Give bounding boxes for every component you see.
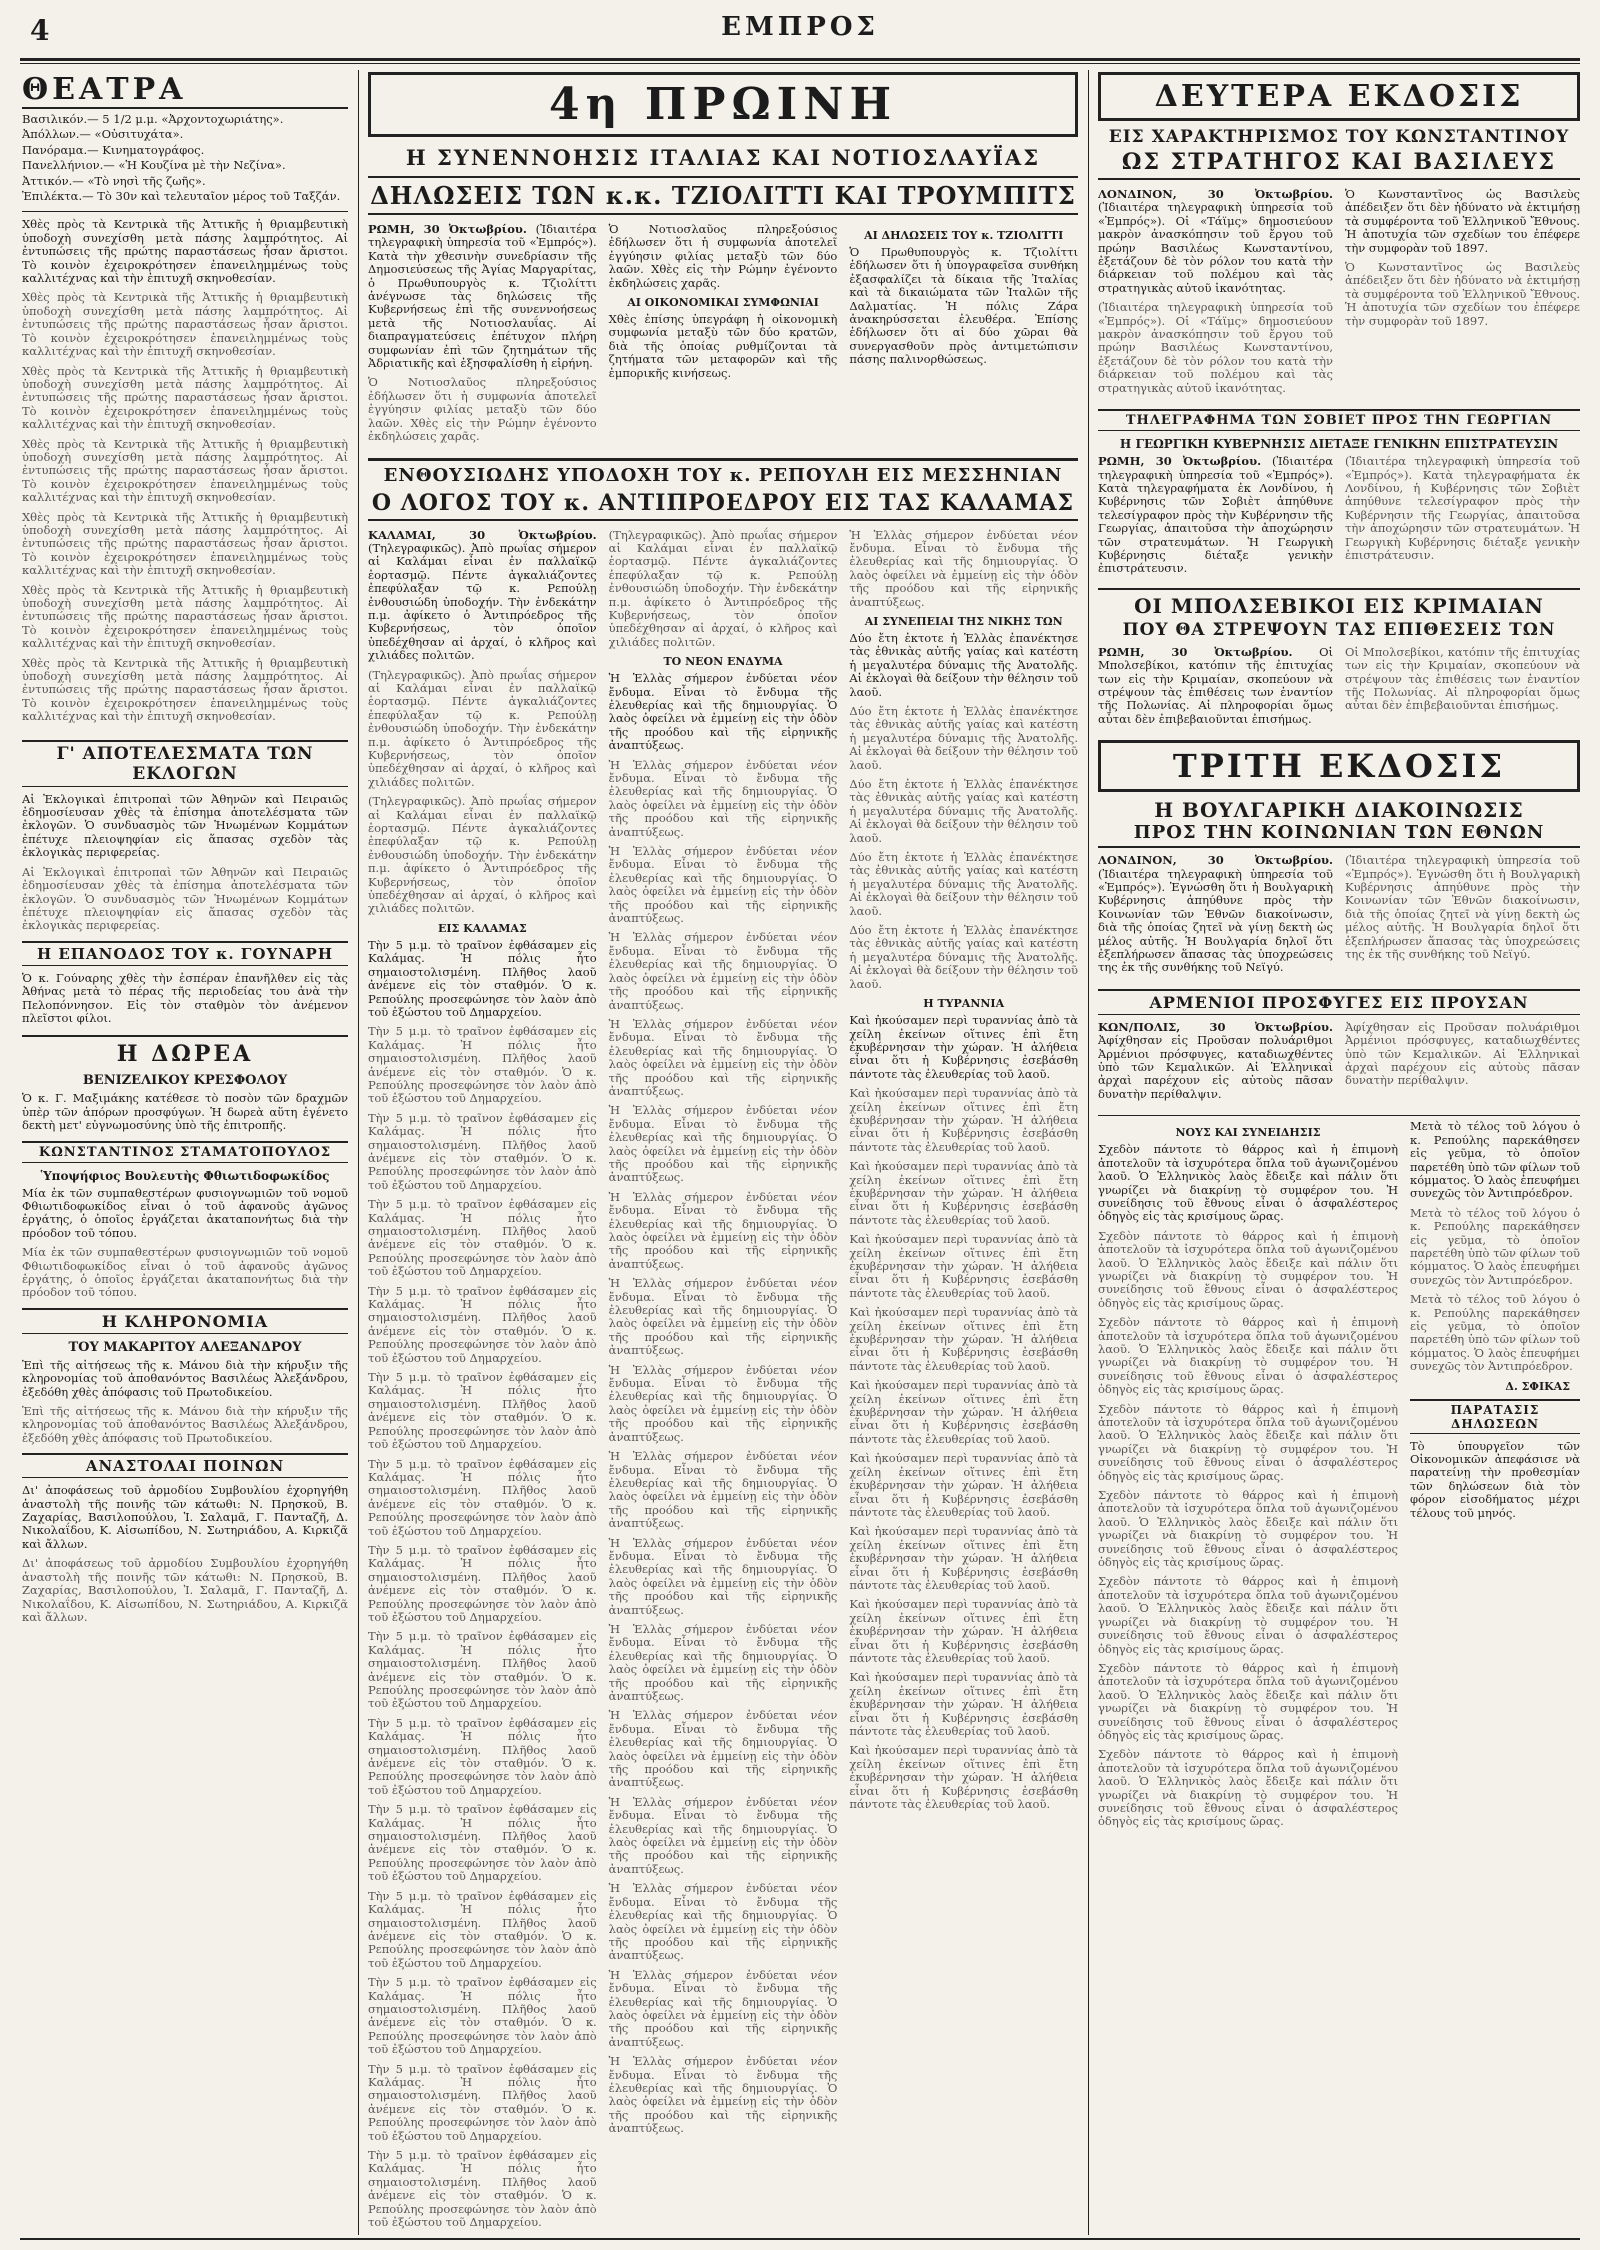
theatre-line: Πανελλήνιον.— «Ἡ Κουζίνα μὲ τὴν Νεζίνα». xyxy=(22,158,286,173)
page-number: 4 xyxy=(30,14,50,47)
soviet-title: ΤΗΛΕΓΡΑΦΗΜΑ ΤΩΝ ΣΟΒΙΕΤ ΠΡΟΣ ΤΗΝ ΓΕΩΡΓΙΑΝ xyxy=(1098,409,1580,431)
kalamai-body-cont: Τὴν 5 μ.μ. τὸ τραῖνον ἐφθάσαμεν εἰς Καλάμας. Ἡ πόλις ἦτο σημαιοστολισμένη. Πλῆθος λαοῦ ἀνέμενε εἰς τὸν σταθμόν. Ὁ κ. Ρεπούλης προσεφώνησε τὸν λαὸν ἀπὸ τοῦ ἐξώστου τοῦ Δημαρχείου. xyxy=(368,1888,597,1970)
kalamai-body-cont: Τὴν 5 μ.μ. τὸ τραῖνον ἐφθάσαμεν εἰς Καλάμας. Ἡ πόλις ἦτο σημαιοστολισμένη. Πλῆθος λαοῦ ἀνέμενε εἰς τὸν σταθμόν. Ὁ κ. Ρεπούλης προσεφώνησε τὸν λαὸν ἀπὸ τοῦ ἐξώστου τοῦ Δημαρχείου. xyxy=(368,1542,597,1624)
reception-col-3 xyxy=(849,529,1078,2233)
victory-body-cont: Δύο ἔτη ἐκτοτε ἡ Ἑλλὰς ἐπανέκτησε τὰς ἐθνικὰς αὐτῆς γαίας καὶ κατέστη ἡ μεγαλυτέρα δύναμις τῆς Ἀνατολῆς. Αἱ ἐκλογαὶ θὰ δείξουν τὴν θέλησιν τοῦ λαοῦ. xyxy=(849,923,1078,991)
kalamai-body-cont: Τὴν 5 μ.μ. τὸ τραῖνον ἐφθάσαμεν εἰς Καλάμας. Ἡ πόλις ἦτο σημαιοστολισμένη. Πλῆθος λαοῦ ἀνέμενε εἰς τὸν σταθμόν. Ὁ κ. Ρεπούλης προσεφώνησε τὸν λαὸν ἀπὸ τοῦ ἐξώστου τοῦ Δημαρχείου. xyxy=(368,1024,597,1106)
armenian-col-1 xyxy=(1098,1021,1333,1107)
section-body-candidate: Μία ἐκ τῶν συμπαθεστέρων φυσιογνωμιῶν τοῦ νομοῦ Φθιωτιδοφωκίδος εἶναι ὁ τοῦ ἀφανοῦς ἀγῶνος ἐργάτης, ὁ ὁποῖος ἐργάζεται ἀκαταπονήτως διὰ τὴν πρόοδον τοῦ τόπου. xyxy=(22,1185,348,1240)
kalamai-body-cont: Τὴν 5 μ.μ. τὸ τραῖνον ἐφθάσαμεν εἰς Καλάμας. Ἡ πόλις ἦτο σημαιοστολισμένη. Πλῆθος λαοῦ ἀνέμενε εἰς τὸν σταθμόν. Ὁ κ. Ρεπούλης προσεφώνησε τὸν λαὸν ἀπὸ τοῦ ἐξώστου τοῦ Δημαρχείου. xyxy=(368,1715,597,1797)
lead-body-2: Ὁ Νοτιοσλαῦος πληρεξούσιος ἐδήλωσεν ὅτι ἡ συμφωνία ἀποτελεῖ ἐγγύησιν φιλίας μεταξὺ τῶν δύο λαῶν. Χθὲς εἰς τὴν Ρώμην ἐγένοντο ἐκδηλώσεις χαρᾶς. xyxy=(608,222,838,290)
speech-body-cont: Ἡ Ἑλλὰς σήμερον ἐνδύεται νέον ἔνδυμα. Εἶναι τὸ ἔνδυμα τῆς ἐλευθερίας καὶ τῆς δημιουργίας. Ὁ λαὸς ὀφείλει νὰ ἐμμείνῃ εἰς τὴν ὁδὸν τῆς προόδου καὶ τῆς εἰρηνικῆς ἀναπτύξεως. xyxy=(608,1708,838,1790)
kalamai-body: Τὴν 5 μ.μ. τὸ τραῖνον ἐφθάσαμεν εἰς Καλάμας. Ἡ πόλις ἦτο σημαιοστολισμένη. Πλῆθος λαοῦ ἀνέμενε εἰς τὸν σταθμόν. Ὁ κ. Ρεπούλης προσεφώνησε τὸν λαὸν ἀπὸ τοῦ ἐξώστου τοῦ Δημαρχείου. xyxy=(368,937,597,1019)
speech-body-cont: Ἡ Ἑλλὰς σήμερον ἐνδύεται νέον ἔνδυμα. Εἶναι τὸ ἔνδυμα τῆς ἐλευθερίας καὶ τῆς δημιουργίας. Ὁ λαὸς ὀφείλει νὰ ἐμμείνῃ εἰς τὴν ὁδὸν τῆς προόδου καὶ τῆς εἰρηνικῆς ἀναπτύξεως. xyxy=(608,1449,838,1531)
reception-subheadline: Ο ΛΟΓΟΣ ΤΟΥ κ. ΑΝΤΙΠΡΟΕΔΡΟΥ ΕΙΣ ΤΑΣ ΚΑΛΑΜΑΣ xyxy=(368,490,1078,521)
london-body-cont: (Ἰδιαιτέρα τηλεγραφικὴ ὑπηρεσία τοῦ «Ἐμπρός»). Οἱ «Τάϊμς» δημοσιεύουν μακρὸν ἀνασκόπησιν τοῦ ἔργου τοῦ πρώην Βασιλέως Κωνσταντίνου, ἐξετάζουν δὲ τὸν ρόλον του κατὰ τὴν διάρκειαν τοῦ πολέμου καὶ τὰς στρατηγικὰς αὐτοῦ ἱκανότητας. xyxy=(1098,300,1333,395)
main-subheadline: ΔΗΛΩΣΕΙΣ ΤΩΝ κ.κ. ΤΖΙΟΛΙΤΤΙ ΚΑΙ ΤΡΟΥΜΠΙΤΣ xyxy=(368,176,1078,215)
theatre-title: ΘΕΑΤΡΑ xyxy=(22,72,348,109)
tyranny-body-cont: Καὶ ἠκούσαμεν περὶ τυραννίας ἀπὸ τὰ χείλη ἐκείνων οἵτινες ἐπὶ ἔτη ἐκυβέρνησαν τὴν χώραν. Ἡ ἀλήθεια εἶναι ὅτι ἡ Κυβέρνησις ἐσεβάσθη πάντοτε τὰς ἐλευθερίας τοῦ λαοῦ. xyxy=(849,1670,1078,1738)
mind-body-cont: Σχεδὸν πάντοτε τὸ θάρρος καὶ ἡ ἐπιμονὴ ἀποτελοῦν τὰ ἰσχυρότερα ὅπλα τοῦ ἀγωνιζομένου λαοῦ. Ὁ Ἑλληνικὸς λαὸς ἔδειξε καὶ πάλιν ὅτι γνωρίζει νὰ διακρίνῃ τὸ συμφέρον του. Ἡ συνείδησις τοῦ ἔθνους εἶναι ὁ ἀσφαλέστερος ὁδηγὸς εἰς τὰς κρισίμους ὥρας. xyxy=(1098,1747,1398,1829)
soviet-body: (Ἰδιαιτέρα τηλεγραφικὴ ὑπηρεσία τοῦ «Ἐμπρός»). Κατὰ τηλεγραφήματα ἐκ Λονδίνου, ἡ Κυβέρνησις τῶν Σοβιὲτ ἀπηύθυνε τελεσίγραφον πρὸς τὴν Κυβέρνησιν τῆς Γεωργίας, ἀπαιτοῦσα τὴν ἀποχώρησιν τῶν στρατευμάτων. Ἡ Γεωργικὴ Κυβέρνησις διέταξε γενικὴν ἐπιστράτευσιν. xyxy=(1098,454,1333,576)
speech-body-cont: Ἡ Ἑλλὰς σήμερον ἐνδύεται νέον ἔνδυμα. Εἶναι τὸ ἔνδυμα τῆς ἐλευθερίας καὶ τῆς δημιουργίας. Ὁ λαὸς ὀφείλει νὰ ἐμμείνῃ εἰς τὴν ὁδὸν τῆς προόδου καὶ τῆς εἰρηνικῆς ἀναπτύξεως. xyxy=(608,2054,838,2136)
masthead xyxy=(0,0,1600,60)
tyranny-body-cont: Καὶ ἠκούσαμεν περὶ τυραννίας ἀπὸ τὰ χείλη ἐκείνων οἵτινες ἐπὶ ἔτη ἐκυβέρνησαν τὴν χώραν. Ἡ ἀλήθεια εἶναι ὅτι ἡ Κυβέρνησις ἐσεβάσθη πάντοτε τὰς ἐλευθερίας τοῦ λαοῦ. xyxy=(849,1086,1078,1154)
crimea-col-1 xyxy=(1098,646,1333,732)
reception-col-2 xyxy=(609,529,838,2233)
kalamai-body-cont: Τὴν 5 μ.μ. τὸ τραῖνον ἐφθάσαμεν εἰς Καλάμας. Ἡ πόλις ἦτο σημαιοστολισμένη. Πλῆθος λαοῦ ἀνέμενε εἰς τὸν σταθμόν. Ὁ κ. Ρεπούλης προσεφώνησε τὸν λαὸν ἀπὸ τοῦ ἐξώστου τοῦ Δημαρχείου. xyxy=(368,2061,597,2143)
section-body-inheritance: Ἐπὶ τῆς αἰτήσεως τῆς κ. Μάνου διὰ τὴν κήρυξιν τῆς κληρονομίας τοῦ ἀποθανόντος Βασιλέως Ἀλεξάνδρου, ἐξεδόθη χθὲς ἀπόφασις τοῦ Πρωτοδικείου. xyxy=(22,1357,348,1399)
kalamai-body-cont: Τὴν 5 μ.μ. τὸ τραῖνον ἐφθάσαμεν εἰς Καλάμας. Ἡ πόλις ἦτο σημαιοστολισμένη. Πλῆθος λαοῦ ἀνέμενε εἰς τὸν σταθμόν. Ὁ κ. Ρεπούλης προσεφώνησε τὸν λαὸν ἀπὸ τοῦ ἐξώστου τοῦ Δημαρχείου. xyxy=(368,2148,597,2230)
section-title-gift: Η ΔΩΡΕΑ xyxy=(22,1035,348,1067)
bulgaria-body-cont: (Ἰδιαιτέρα τηλεγραφικὴ ὑπηρεσία τοῦ «Ἐμπρός»). Ἐγνώσθη ὅτι ἡ Βουλγαρικὴ Κυβέρνησις ἀπηύθυνε πρὸς τὴν Κοινωνίαν τῶν Ἐθνῶν διακοίνωσιν, διὰ τῆς ὁποίας ζητεῖ νὰ γίνῃ δεκτὴ ὡς μέλος αὐτῆς. Ἡ Βουλγαρία δηλοῖ ὅτι ἐξεπλήρωσεν ἅπασας τὰς ὑποχρεώσεις της ἐκ τῆς συνθήκης τοῦ Νεϊγύ. xyxy=(1345,853,1580,962)
theatre-body-cont: Χθὲς πρὸς τὰ Κεντρικὰ τῆς Ἀττικῆς ἡ θριαμβευτικὴ ὑποδοχὴ συνεχίσθη μετὰ πάσης λαμπρότητος. Αἱ ἐντυπώσεις τῆς πρώτης παραστάσεως ἦσαν ἄριστοι. Τὸ κοινὸν ἐχειροκρότησεν ἐπανειλημμένως τοὺς καλλιτέχνας καὶ τὴν ἐπιτυχῆ σκηνοθεσίαν. xyxy=(22,290,348,359)
center-column xyxy=(368,72,1078,2232)
bulgaria-title: Η ΒΟΥΛΓΑΡΙΚΗ ΔΙΑΚΟΙΝΩΣΙΣ xyxy=(1154,798,1524,823)
reception-body-cont: (Τηλεγραφικῶς). Ἀπὸ πρωΐας σήμερον αἱ Καλάμαι εἶναι ἐν παλλαϊκῷ ἑορτασμῷ. Πέντε ἀγκαλιάζοντες ἐπεφύλαξαν τῷ κ. Ρεπούλῃ ἐνθουσιώδη ὑποδοχήν. Τὴν ἑνδεκάτην π.μ. ἀφίκετο ὁ Ἀντιπρόεδρος τῆς Κυβερνήσεως, τὸν ὁποῖον ὑπεδέχθησαν αἱ ἀρχαί, ὁ κλῆρος καὶ χιλιάδες πολιτῶν. xyxy=(368,667,597,789)
section-body-results: Αἱ Ἐκλογικαὶ ἐπιτροπαὶ τῶν Ἀθηνῶν καὶ Πειραιῶς ἐδημοσίευσαν χθὲς τὰ ἐπίσημα ἀποτελέσματα τῶν ἐκλογῶν. Ὁ συνδυασμὸς τῶν Ἡνωμένων Κομμάτων ἐπέτυχε πλειοψηφίαν εἰς ἅπασας σχεδὸν τὰς ἐκλογικὰς περιφερείας. xyxy=(22,791,348,860)
reception-dateline: ΚΑΛΑΜΑΙ, 30 Ὀκτωβρίου. xyxy=(368,527,597,542)
mind-body-cont: Σχεδὸν πάντοτε τὸ θάρρος καὶ ἡ ἐπιμονὴ ἀποτελοῦν τὰ ἰσχυρότερα ὅπλα τοῦ ἀγωνιζομένου λαοῦ. Ὁ Ἑλληνικὸς λαὸς ἔδειξε καὶ πάλιν ὅτι γνωρίζει νὰ διακρίνῃ τὸ συμφέρον του. Ἡ συνείδησις τοῦ ἔθνους εἶναι ὁ ἀσφαλέστερος ὁδηγὸς εἰς τὰς κρισίμους ὥρας. xyxy=(1098,1315,1398,1397)
kalamai-title: ΕΙΣ ΚΑΛΑΜΑΣ xyxy=(437,921,527,935)
section-title-inheritance: Η ΚΛΗΡΟΝΟΜΙΑ xyxy=(22,1308,348,1334)
crimea-story xyxy=(1098,646,1580,732)
mind-title: ΝΟΥΣ ΚΑΙ ΣΥΝΕΙΔΗΣΙΣ xyxy=(1175,1126,1321,1140)
theatre-line: Ἀπόλλων.— «Οὐσιτυχάτα». xyxy=(22,127,184,142)
lead-col-2 xyxy=(609,223,838,450)
london-dateline: ΛΟΝΔΙΝΟΝ, 30 Ὀκτωβρίου. xyxy=(1098,187,1333,201)
theatre-line: Βασιλικόν.— 5 1/2 μ.μ. «Ἀρχοντοχωριάτης». xyxy=(22,112,284,126)
accord-title: ΑΙ ΟΙΚΟΝΟΜΙΚΑΙ ΣΥΜΦΩΝΙΑΙ xyxy=(627,296,819,310)
right-column xyxy=(1098,72,1580,2232)
reception-col-1 xyxy=(368,529,597,2233)
theatre-body-cont: Χθὲς πρὸς τὰ Κεντρικὰ τῆς Ἀττικῆς ἡ θριαμβευτικὴ ὑποδοχὴ συνεχίσθη μετὰ πάσης λαμπρότητος. Αἱ ἐντυπώσεις τῆς πρώτης παραστάσεως ἦσαν ἄριστοι. Τὸ κοινὸν ἐχειροκρότησεν ἐπανειλημμένως τοὺς καλλιτέχνας καὶ τὴν ἐπιτυχῆ σκηνοθεσίαν. xyxy=(22,655,348,724)
kalamai-body-cont: Τὴν 5 μ.μ. τὸ τραῖνον ἐφθάσαμεν εἰς Καλάμας. Ἡ πόλις ἦτο σημαιοστολισμένη. Πλῆθος λαοῦ ἀνέμενε εἰς τὸν σταθμόν. Ὁ κ. Ρεπούλης προσεφώνησε τὸν λαὸν ἀπὸ τοῦ ἐξώστου τοῦ Δημαρχείου. xyxy=(368,1197,597,1279)
extension-body: Τὸ ὑπουργεῖον τῶν Οἰκονομικῶν ἀπεφάσισε νὰ παρατείνῃ τὴν προθεσμίαν τῶν δηλώσεων διὰ τὸν φόρον εἰσοδήματος μέχρι τέλους τοῦ μηνός. xyxy=(1410,1438,1580,1520)
kalamai-body-cont: Τὴν 5 μ.μ. τὸ τραῖνον ἐφθάσαμεν εἰς Καλάμας. Ἡ πόλις ἦτο σημαιοστολισμένη. Πλῆθος λαοῦ ἀνέμενε εἰς τὸν σταθμόν. Ὁ κ. Ρεπούλης προσεφώνησε τὸν λαὸν ἀπὸ τοῦ ἐξώστου τοῦ Δημαρχείου. xyxy=(368,1456,597,1538)
column-divider xyxy=(358,70,359,2235)
bottom-rule xyxy=(20,2238,1580,2240)
reception-headline: ΕΝΘΟΥΣΙΩΔΗΣ ΥΠΟΔΟΧΗ ΤΟΥ κ. ΡΕΠΟΥΛΗ ΕΙΣ ΜΕΣΣΗΝΙΑΝ xyxy=(368,458,1078,486)
section-body-inheritance-cont: Ἐπὶ τῆς αἰτήσεως τῆς κ. Μάνου διὰ τὴν κήρυξιν τῆς κληρονομίας τοῦ ἀποθανόντος Βασιλέως Ἀλεξάνδρου, ἐξεδόθη χθὲς ἀπόφασις τοῦ Πρωτοδικείου. xyxy=(22,1404,348,1445)
bulgaria-story xyxy=(1098,854,1580,981)
reception-body-cont: (Τηλεγραφικῶς). Ἀπὸ πρωΐας σήμερον αἱ Καλάμαι εἶναι ἐν παλλαϊκῷ ἑορτασμῷ. Πέντε ἀγκαλιάζοντες ἐπεφύλαξαν τῷ κ. Ρεπούλῃ ἐνθουσιώδη ὑποδοχήν. Τὴν ἑνδεκάτην π.μ. ἀφίκετο ὁ Ἀντιπρόεδρος τῆς Κυβερνήσεως, τὸν ὁποῖον ὑπεδέχθησαν αἱ ἀρχαί, ὁ κλῆρος καὶ χιλιάδες πολιτῶν. xyxy=(368,794,597,916)
armenian-body: Ἀφίχθησαν εἰς Προῦσαν πολυάριθμοι Ἀρμένιοι πρόσφυγες, καταδιωχθέντες ὑπὸ τῶν Κεμαλικῶν. Αἱ Ἑλληνικαὶ ἀρχαὶ παρέχουν εἰς αὐτοὺς πᾶσαν δυνατὴν περίθαλψιν. xyxy=(1098,1033,1333,1101)
theatre-line: Ἐπιλέκτα.— Τὸ 30ν καὶ τελευταῖον μέρος τοῦ Ταξζάν. xyxy=(22,189,341,204)
bottom-story xyxy=(1098,1115,1580,1835)
section-body-return: Ὁ κ. Γούναρης χθὲς τὴν ἑσπέραν ἐπανῆλθεν εἰς τὰς Ἀθήνας μετὰ τὸ πέρας τῆς περιοδείας του ἀνὰ τὴν Πελοπόννησον. Εἰς τὸν σταθμὸν τὸν ἀνέμενον πλεῖστοι φίλοι. xyxy=(22,970,348,1025)
main-headline: Η ΣΥΝΕΝΝΟΗΣΙΣ ΙΤΑΛΙΑΣ ΚΑΙ ΝΟΤΙΟΣΛΑΥΪΑΣ xyxy=(405,145,1041,170)
soviet-body-cont: (Ἰδιαιτέρα τηλεγραφικὴ ὑπηρεσία τοῦ «Ἐμπρός»). Κατὰ τηλεγραφήματα ἐκ Λονδίνου, ἡ Κυβέρνησις τῶν Σοβιὲτ ἀπηύθυνε τελεσίγραφον πρὸς τὴν Κυβέρνησιν τῆς Γεωργίας, ἀπαιτοῦσα τὴν ἀποχώρησιν τῶν στρατευμάτων. Ἡ Γεωργικὴ Κυβέρνησις διέταξε γενικὴν ἐπιστράτευσιν. xyxy=(1345,454,1580,562)
accord-body: Χθὲς ἐπίσης ὑπεγράφη ἡ οἰκονομικὴ συμφωνία μεταξὺ τῶν δύο κρατῶν, διὰ τῆς ὁποίας ρυθμίζονται τὰ ζητήματα τῶν μεταφορῶν καὶ τῆς ἐμπορικῆς κινήσεως. xyxy=(608,312,838,380)
signature: Δ. ΣΦΙΚΑΣ xyxy=(1505,1379,1570,1393)
section-body-candidate-cont: Μία ἐκ τῶν συμπαθεστέρων φυσιογνωμιῶν τοῦ νομοῦ Φθιωτιδοφωκίδος εἶναι ὁ τοῦ ἀφανοῦς ἀγῶνος ἐργάτης, ὁ ὁποῖος ἐργάζεται ἀκαταπονήτως διὰ τὴν πρόοδον τοῦ τόπου. xyxy=(22,1245,348,1300)
speech-body-cont: Ἡ Ἑλλὰς σήμερον ἐνδύεται νέον ἔνδυμα. Εἶναι τὸ ἔνδυμα τῆς ἐλευθερίας καὶ τῆς δημιουργίας. Ὁ λαὸς ὀφείλει νὰ ἐμμείνῃ εἰς τὴν ὁδὸν τῆς προόδου καὶ τῆς εἰρηνικῆς ἀναπτύξεως. xyxy=(608,930,838,1012)
crimea-body: Οἱ Μπολσεβίκοι, κατόπιν τῆς ἐπιτυχίας των εἰς τὴν Κριμαίαν, σκοπεύουν νὰ στρέψουν τὰς ἐπιθέσεις των ἐναντίον τῆς Πολωνίας. Αἱ πληροφορίαι ὅμως αὗται δὲν ἐπιβεβαιοῦνται ἐπισήμως. xyxy=(1098,644,1333,726)
tyranny-body-cont: Καὶ ἠκούσαμεν περὶ τυραννίας ἀπὸ τὰ χείλη ἐκείνων οἵτινες ἐπὶ ἔτη ἐκυβέρνησαν τὴν χώραν. Ἡ ἀλήθεια εἶναι ὅτι ἡ Κυβέρνησις ἐσεβάσθη πάντοτε τὰς ἐλευθερίας τοῦ λαοῦ. xyxy=(849,1597,1078,1665)
tyranny-body-cont: Καὶ ἠκούσαμεν περὶ τυραννίας ἀπὸ τὰ χείλη ἐκείνων οἵτινες ἐπὶ ἔτη ἐκυβέρνησαν τὴν χώραν. Ἡ ἀλήθεια εἶναι ὅτι ἡ Κυβέρνησις ἐσεβάσθη πάντοτε τὰς ἐλευθερίας τοῦ λαοῦ. xyxy=(849,1524,1078,1592)
third-edition-banner: ΤΡΙΤΗ ΕΚΔΟΣΙΣ xyxy=(1098,740,1580,792)
victory-body-cont: Δύο ἔτη ἐκτοτε ἡ Ἑλλὰς ἐπανέκτησε τὰς ἐθνικὰς αὐτῆς γαίας καὶ κατέστη ἡ μεγαλυτέρα δύναμις τῆς Ἀνατολῆς. Αἱ ἐκλογαὶ θὰ δείξουν τὴν θέλησιν τοῦ λαοῦ. xyxy=(849,850,1078,918)
armenian-story xyxy=(1098,1021,1580,1107)
section-body-results-cont: Αἱ Ἐκλογικαὶ ἐπιτροπαὶ τῶν Ἀθηνῶν καὶ Πειραιῶς ἐδημοσίευσαν χθὲς τὰ ἐπίσημα ἀποτελέσματα τῶν ἐκλογῶν. Ὁ συνδυασμὸς τῶν Ἡνωμένων Κομμάτων ἐπέτυχε πλειοψηφίαν εἰς ἅπασας σχεδὸν τὰς ἐκλογικὰς περιφερείας. xyxy=(22,864,348,933)
speech-body-cont: Ἡ Ἑλλὰς σήμερον ἐνδύεται νέον ἔνδυμα. Εἶναι τὸ ἔνδυμα τῆς ἐλευθερίας καὶ τῆς δημιουργίας. Ὁ λαὸς ὀφείλει νὰ ἐμμείνῃ εἰς τὴν ὁδὸν τῆς προόδου καὶ τῆς εἰρηνικῆς ἀναπτύξεως. xyxy=(608,1103,838,1185)
speech-body: Ἡ Ἑλλὰς σήμερον ἐνδύεται νέον ἔνδυμα. Εἶναι τὸ ἔνδυμα τῆς ἐλευθερίας καὶ τῆς δημιουργίας. Ὁ λαὸς ὀφείλει νὰ ἐμμείνῃ εἰς τὴν ὁδὸν τῆς προόδου καὶ τῆς εἰρηνικῆς ἀναπτύξεως. xyxy=(608,671,838,753)
lead-story xyxy=(368,223,1078,450)
tyranny-body: Καὶ ἠκούσαμεν περὶ τυραννίας ἀπὸ τὰ χείλη ἐκείνων οἵτινες ἐπὶ ἔτη ἐκυβέρνησαν τὴν χώραν. Ἡ ἀλήθεια εἶναι ὅτι ἡ Κυβέρνησις ἐσεβάσθη πάντοτε τὰς ἐλευθερίας τοῦ λαοῦ. xyxy=(849,1013,1078,1081)
speech-body-cont: Ἡ Ἑλλὰς σήμερον ἐνδύεται νέον ἔνδυμα. Εἶναι τὸ ἔνδυμα τῆς ἐλευθερίας καὶ τῆς δημιουργίας. Ὁ λαὸς ὀφείλει νὰ ἐμμείνῃ εἰς τὴν ὁδὸν τῆς προόδου καὶ τῆς εἰρηνικῆς ἀναπτύξεως. xyxy=(608,844,838,926)
crimea-title: ΟΙ ΜΠΟΛΣΕΒΙΚΟΙ ΕΙΣ ΚΡΙΜΑΙΑΝ xyxy=(1098,588,1580,618)
theatre-line: Ἀττικόν.— «Τὸ νησὶ τῆς ζωῆς». xyxy=(22,173,206,188)
armenian-col-2 xyxy=(1345,1021,1580,1107)
lead-col-3 xyxy=(849,223,1078,450)
crimea-col-2 xyxy=(1345,646,1580,732)
mind-col xyxy=(1098,1120,1398,1835)
tyranny-title: Η ΤΥΡΑΝΝΙΑ xyxy=(923,997,1005,1011)
statement-title: ΑΙ ΔΗΛΩΣΕΙΣ ΤΟΥ κ. ΤΖΙΟΛΙΤΤΙ xyxy=(864,229,1064,242)
speech-body-cont: Ἡ Ἑλλὰς σήμερον ἐνδύεται νέον ἔνδυμα. Εἶναι τὸ ἔνδυμα τῆς ἐλευθερίας καὶ τῆς δημιουργίας. Ὁ λαὸς ὀφείλει νὰ ἐμμείνῃ εἰς τὴν ὁδὸν τῆς προόδου καὶ τῆς εἰρηνικῆς ἀναπτύξεως. xyxy=(608,1362,838,1444)
section-body-gift: Ὁ κ. Γ. Μαξιμάκης κατέθεσε τὸ ποσὸν τῶν δραχμῶν ὑπὲρ τῶν ἀπόρων προσφύγων. Ἡ δωρεὰ αὕτη ἐγένετο δεκτὴ μετ' εὐγνωμοσύνης ὑπὸ τῆς ἐπιτροπῆς. xyxy=(22,1091,348,1133)
tyranny-body-cont: Καὶ ἠκούσαμεν περὶ τυραννίας ἀπὸ τὰ χείλη ἐκείνων οἵτινες ἐπὶ ἔτη ἐκυβέρνησαν τὴν χώραν. Ἡ ἀλήθεια εἶναι ὅτι ἡ Κυβέρνησις ἐσεβάσθη πάντοτε τὰς ἐλευθερίας τοῦ λαοῦ. xyxy=(849,1305,1078,1373)
speech-cont-body: Μετὰ τὸ τέλος τοῦ λόγου ὁ κ. Ρεπούλης παρεκάθησεν εἰς γεῦμα, τὸ ὁποῖον παρετέθη ὑπὸ τῶν φίλων τοῦ κόμματος. Ὁ λαὸς ἐπευφήμει συνεχῶς τὸν Ἀντιπρόεδρον. xyxy=(1410,1119,1580,1201)
speech-body-cont: Ἡ Ἑλλὰς σήμερον ἐνδύεται νέον ἔνδυμα. Εἶναι τὸ ἔνδυμα τῆς ἐλευθερίας καὶ τῆς δημιουργίας. Ὁ λαὸς ὀφείλει νὰ ἐμμείνῃ εἰς τὴν ὁδὸν τῆς προόδου καὶ τῆς εἰρηνικῆς ἀναπτύξεως. xyxy=(608,1881,838,1963)
soviet-subtitle: Η ΓΕΩΡΓΙΚΗ ΚΥΒΕΡΝΗΣΙΣ ΔΙΕΤΑΞΕ ΓΕΝΙΚΗΝ ΕΠΙΣΤΡΑΤΕΥΣΙΝ xyxy=(1119,437,1559,452)
theatre-body: Χθὲς πρὸς τὰ Κεντρικὰ τῆς Ἀττικῆς ἡ θριαμβευτικὴ ὑποδοχὴ συνεχίσθη μετὰ πάσης λαμπρότητος. Αἱ ἐντυπώσεις τῆς πρώτης παραστάσεως ἦσαν ἄριστοι. Τὸ κοινὸν ἐχειροκρότησεν ἐπανειλημμένως τοὺς καλλιτέχνας καὶ τὴν ἐπιτυχῆ σκηνοθεσίαν. xyxy=(22,217,348,286)
mind-body-cont: Σχεδὸν πάντοτε τὸ θάρρος καὶ ἡ ἐπιμονὴ ἀποτελοῦν τὰ ἰσχυρότερα ὅπλα τοῦ ἀγωνιζομένου λαοῦ. Ὁ Ἑλληνικὸς λαὸς ἔδειξε καὶ πάλιν ὅτι γνωρίζει νὰ διακρίνῃ τὸ συμφέρον του. Ἡ συνείδησις τοῦ ἔθνους εἶναι ὁ ἀσφαλέστερος ὁδηγὸς εἰς τὰς κρισίμους ὥρας. xyxy=(1098,1574,1398,1656)
tyranny-body-cont: Καὶ ἠκούσαμεν περὶ τυραννίας ἀπὸ τὰ χείλη ἐκείνων οἵτινες ἐπὶ ἔτη ἐκυβέρνησαν τὴν χώραν. Ἡ ἀλήθεια εἶναι ὅτι ἡ Κυβέρνησις ἐσεβάσθη πάντοτε τὰς ἐλευθερίας τοῦ λαοῦ. xyxy=(849,1451,1078,1519)
speech-body-cont: Ἡ Ἑλλὰς σήμερον ἐνδύεται νέον ἔνδυμα. Εἶναι τὸ ἔνδυμα τῆς ἐλευθερίας καὶ τῆς δημιουργίας. Ὁ λαὸς ὀφείλει νὰ ἐμμείνῃ εἰς τὴν ὁδὸν τῆς προόδου καὶ τῆς εἰρηνικῆς ἀναπτύξεως. xyxy=(608,757,838,839)
armenian-body-cont: Ἀφίχθησαν εἰς Προῦσαν πολυάριθμοι Ἀρμένιοι πρόσφυγες, καταδιωχθέντες ὑπὸ τῶν Κεμαλικῶν. Αἱ Ἑλληνικαὶ ἀρχαὶ παρέχουν εἰς αὐτοὺς πᾶσαν δυνατὴν περίθαλψιν. xyxy=(1345,1019,1580,1088)
victory-body-cont: Δύο ἔτη ἐκτοτε ἡ Ἑλλὰς ἐπανέκτησε τὰς ἐθνικὰς αὐτῆς γαίας καὶ κατέστη ἡ μεγαλυτέρα δύναμις τῆς Ἀνατολῆς. Αἱ ἐκλογαὶ θὰ δείξουν τὴν θέλησιν τοῦ λαοῦ. xyxy=(849,703,1078,772)
bulgaria-col-1 xyxy=(1098,854,1333,981)
crimea-body-cont: Οἱ Μπολσεβίκοι, κατόπιν τῆς ἐπιτυχίας των εἰς τὴν Κριμαίαν, σκοπεύουν νὰ στρέψουν τὰς ἐπιθέσεις των ἐναντίον τῆς Πολωνίας. Αἱ πληροφορίαι ὅμως αὗται δὲν ἐπιβεβαιοῦνται ἐπισήμως. xyxy=(1345,644,1580,713)
crimea-dateline: ΡΩΜΗ, 30 Ὀκτωβρίου. xyxy=(1098,644,1293,659)
theatre-body-cont: Χθὲς πρὸς τὰ Κεντρικὰ τῆς Ἀττικῆς ἡ θριαμβευτικὴ ὑποδοχὴ συνεχίσθη μετὰ πάσης λαμπρότητος. Αἱ ἐντυπώσεις τῆς πρώτης παραστάσεως ἦσαν ἄριστοι. Τὸ κοινὸν ἐχειροκρότησεν ἐπανειλημμένως τοὺς καλλιτέχνας καὶ τὴν ἐπιτυχῆ σκηνοθεσίαν. xyxy=(22,363,348,432)
kalamai-body-cont: Τὴν 5 μ.μ. τὸ τραῖνον ἐφθάσαμεν εἰς Καλάμας. Ἡ πόλις ἦτο σημαιοστολισμένη. Πλῆθος λαοῦ ἀνέμενε εἰς τὸν σταθμόν. Ὁ κ. Ρεπούλης προσεφώνησε τὸν λαὸν ἀπὸ τοῦ ἐξώστου τοῦ Δημαρχείου. xyxy=(368,1629,597,1711)
mind-body-cont: Σχεδὸν πάντοτε τὸ θάρρος καὶ ἡ ἐπιμονὴ ἀποτελοῦν τὰ ἰσχυρότερα ὅπλα τοῦ ἀγωνιζομένου λαοῦ. Ὁ Ἑλληνικὸς λαὸς ἔδειξε καὶ πάλιν ὅτι γνωρίζει νὰ διακρίνῃ τὸ συμφέρον του. Ἡ συνείδησις τοῦ ἔθνους εἶναι ὁ ἀσφαλέστερος ὁδηγὸς εἰς τὰς κρισίμους ὥρας. xyxy=(1098,1401,1398,1483)
second-edition-banner: ΔΕΥΤΕΡΑ ΕΚΔΟΣΙΣ xyxy=(1098,72,1580,121)
armenian-dateline: ΚΩΝ/ΠΟΛΙΣ, 30 Ὀκτωβρίου. xyxy=(1098,1019,1333,1034)
theatre-body-cont: Χθὲς πρὸς τὰ Κεντρικὰ τῆς Ἀττικῆς ἡ θριαμβευτικὴ ὑποδοχὴ συνεχίσθη μετὰ πάσης λαμπρότητος. Αἱ ἐντυπώσεις τῆς πρώτης παραστάσεως ἦσαν ἄριστοι. Τὸ κοινὸν ἐχειροκρότησεν ἐπανειλημμένως τοὺς καλλιτέχνας καὶ τὴν ἐπιτυχῆ σκηνοθεσίαν. xyxy=(22,509,348,578)
statement-body: Ὁ Πρωθυπουργὸς κ. Τζιολίττι ἐδήλωσεν ὅτι ἡ ὑπογραφεῖσα συνθήκη ἐξασφαλίζει τὰ δίκαια τῆς Ἰταλίας καὶ τὰ δικαιώματα τῶν Ἰταλῶν τῆς Δαλματίας. Ἡ πόλις Ζάρα ἀνακηρύσσεται ἐλευθέρα. Ἐπίσης ἐδήλωσεν ὅτι αἱ δύο χῶραι θὰ συνεργασθοῦν πρὸς ἀντιμετώπισιν πάσης παλινορθώσεως. xyxy=(849,245,1078,367)
speech-cont-body-2: Μετὰ τὸ τέλος τοῦ λόγου ὁ κ. Ρεπούλης παρεκάθησεν εἰς γεῦμα, τὸ ὁποῖον παρετέθη ὑπὸ τῶν φίλων τοῦ κόμματος. Ὁ λαὸς ἐπευφήμει συνεχῶς τὸν Ἀντιπρόεδρον. xyxy=(1410,1292,1580,1374)
section-title-candidate: ΚΩΝΣΤΑΝΤΙΝΟΣ ΣΤΑΜΑΤΟΠΟΥΛΟΣ xyxy=(22,1141,348,1163)
soviet-dateline: ΡΩΜΗ, 30 Ὀκτωβρίου. xyxy=(1098,454,1262,469)
london-body-2-cont: Ὁ Κωνσταντῖνος ὡς Βασιλεὺς ἀπέδειξεν ὅτι δὲν ἠδύνατο νὰ ἐκτιμήσῃ τὰ συμφέροντα τοῦ Ἑλληνικοῦ Ἔθνους. Ἡ ἀποτυχία τῶν σχεδίων του ἐπέφερε τὴν συμφορὰν τοῦ 1897. xyxy=(1345,260,1580,328)
theatre-body-cont: Χθὲς πρὸς τὰ Κεντρικὰ τῆς Ἀττικῆς ἡ θριαμβευτικὴ ὑποδοχὴ συνεχίσθη μετὰ πάσης λαμπρότητος. Αἱ ἐντυπώσεις τῆς πρώτης παραστάσεως ἦσαν ἄριστοι. Τὸ κοινὸν ἐχειροκρότησεν ἐπανειλημμένως τοὺς καλλιτέχνας καὶ τὴν ἐπιτυχῆ σκηνοθεσίαν. xyxy=(22,436,348,505)
soviet-col-2 xyxy=(1345,455,1580,582)
reception-body: (Τηλεγραφικῶς). Ἀπὸ πρωΐας σήμερον αἱ Καλάμαι εἶναι ἐν παλλαϊκῷ ἑορτασμῷ. Πέντε ἀγκαλιάζοντες ἐπεφύλαξαν τῷ κ. Ρεπούλῃ ἐνθουσιώδη ὑποδοχήν. Τὴν ἑνδεκάτην π.μ. ἀφίκετο ὁ Ἀντιπρόεδρος τῆς Κυβερνήσεως, τὸν ὁποῖον ὑπεδέχθησαν αἱ ἀρχαί, ὁ κλῆρος καὶ χιλιάδες πολιτῶν. xyxy=(368,540,597,663)
london-col-2 xyxy=(1345,188,1580,401)
paper-name: ΕΜΠΡΟΣ xyxy=(721,12,879,42)
speech-body-cont: Ἡ Ἑλλὰς σήμερον ἐνδύεται νέον ἔνδυμα. Εἶναι τὸ ἔνδυμα τῆς ἐλευθερίας καὶ τῆς δημιουργίας. Ὁ λαὸς ὀφείλει νὰ ἐμμείνῃ εἰς τὴν ὁδὸν τῆς προόδου καὶ τῆς εἰρηνικῆς ἀναπτύξεως. xyxy=(608,1794,838,1876)
tyranny-body-cont: Καὶ ἠκούσαμεν περὶ τυραννίας ἀπὸ τὰ χείλη ἐκείνων οἵτινες ἐπὶ ἔτη ἐκυβέρνησαν τὴν χώραν. Ἡ ἀλήθεια εἶναι ὅτι ἡ Κυβέρνησις ἐσεβάσθη πάντοτε τὰς ἐλευθερίας τοῦ λαοῦ. xyxy=(849,1378,1078,1446)
mind-body-cont: Σχεδὸν πάντοτε τὸ θάρρος καὶ ἡ ἐπιμονὴ ἀποτελοῦν τὰ ἰσχυρότερα ὅπλα τοῦ ἀγωνιζομένου λαοῦ. Ὁ Ἑλληνικὸς λαὸς ἔδειξε καὶ πάλιν ὅτι γνωρίζει νὰ διακρίνῃ τὸ συμφέρον του. Ἡ συνείδησις τοῦ ἔθνους εἶναι ὁ ἀσφαλέστερος ὁδηγὸς εἰς τὰς κρισίμους ὥρας. xyxy=(1098,1488,1398,1570)
section-title-return: Η ΕΠΑΝΟΔΟΣ ΤΟΥ κ. ΓΟΥΝΑΡΗ xyxy=(22,941,348,966)
soviet-col-1 xyxy=(1098,455,1333,582)
lead-col-1 xyxy=(368,223,597,450)
kalamai-body-cont: Τὴν 5 μ.μ. τὸ τραῖνον ἐφθάσαμεν εἰς Καλάμας. Ἡ πόλις ἦτο σημαιοστολισμένη. Πλῆθος λαοῦ ἀνέμενε εἰς τὸν σταθμόν. Ὁ κ. Ρεπούλης προσεφώνησε τὸν λαὸν ἀπὸ τοῦ ἐξώστου τοῦ Δημαρχείου. xyxy=(368,1370,597,1452)
speech-cont-body-2: Μετὰ τὸ τέλος τοῦ λόγου ὁ κ. Ρεπούλης παρεκάθησεν εἰς γεῦμα, τὸ ὁποῖον παρετέθη ὑπὸ τῶν φίλων τοῦ κόμματος. Ὁ λαὸς ἐπευφήμει συνεχῶς τὸν Ἀντιπρόεδρον. xyxy=(1410,1205,1580,1287)
lead-body: (Ἰδιαιτέρα τηλεγραφικὴ ὑπηρεσία τοῦ «Ἐμπρός»). Κατὰ τὴν χθεσινὴν συνεδρίασιν τῆς Δημοσιεύσεως τῆς Ἀγίας Μαργαρίτας, ὁ Πρωθυπουργὸς κ. Τζιολίττι ἀνέγνωσε τὰς δηλώσεις τῆς Κυβερνήσεως ἐπὶ τῆς συνεννοήσεως μετὰ τῆς Νοτιοσλαυΐας. Αἱ διαπραγματεύσεις ἐπέτυχον πλήρη συμφωνίαν ἐπὶ τῶν ζητημάτων τῆς Ἀδριατικῆς καὶ ἐξησφαλίσθη ἡ εἰρήνη. xyxy=(368,222,597,371)
speech-body-cont: Ἡ Ἑλλὰς σήμερον ἐνδύεται νέον ἔνδυμα. Εἶναι τὸ ἔνδυμα τῆς ἐλευθερίας καὶ τῆς δημιουργίας. Ὁ λαὸς ὀφείλει νὰ ἐμμείνῃ εἰς τὴν ὁδὸν τῆς προόδου καὶ τῆς εἰρηνικῆς ἀναπτύξεως. xyxy=(608,1967,838,2049)
mind-body: Σχεδὸν πάντοτε τὸ θάρρος καὶ ἡ ἐπιμονὴ ἀποτελοῦν τὰ ἰσχυρότερα ὅπλα τοῦ ἀγωνιζομένου λαοῦ. Ὁ Ἑλληνικὸς λαὸς ἔδειξε καὶ πάλιν ὅτι γνωρίζει νὰ διακρίνῃ τὸ συμφέρον του. Ἡ συνείδησις τοῦ ἔθνους εἶναι ὁ ἀσφαλέστερος ὁδηγὸς εἰς τὰς κρισίμους ὥρας. xyxy=(1098,1142,1398,1224)
extension-title: ΠΑΡΑΤΑΣΙΣ ΔΗΛΩΣΕΩΝ xyxy=(1410,1399,1580,1434)
edition-banner: 4η ΠΡΩΙΝΗ xyxy=(368,72,1078,137)
column-divider xyxy=(1088,70,1089,2235)
armenian-title: ΑΡΜΕΝΙΟΙ ΠΡΟΣΦΥΓΕΣ ΕΙΣ ΠΡΟΥΣΑΝ xyxy=(1098,989,1580,1015)
speech-body-cont: Ἡ Ἑλλὰς σήμερον ἐνδύεται νέον ἔνδυμα. Εἶναι τὸ ἔνδυμα τῆς ἐλευθερίας καὶ τῆς δημιουργίας. Ὁ λαὸς ὀφείλει νὰ ἐμμείνῃ εἰς τὴν ὁδὸν τῆς προόδου καὶ τῆς εἰρηνικῆς ἀναπτύξεως. xyxy=(608,1276,838,1358)
section-subtitle-inheritance: ΤΟΥ ΜΑΚΑΡΙΤΟΥ ΑΛΕΞΑΝΔΡΟΥ xyxy=(68,1339,302,1355)
mind-body-cont: Σχεδὸν πάντοτε τὸ θάρρος καὶ ἡ ἐπιμονὴ ἀποτελοῦν τὰ ἰσχυρότερα ὅπλα τοῦ ἀγωνιζομένου λαοῦ. Ὁ Ἑλληνικὸς λαὸς ἔδειξε καὶ πάλιν ὅτι γνωρίζει νὰ διακρίνῃ τὸ συμφέρον του. Ἡ συνείδησις τοῦ ἔθνους εἶναι ὁ ἀσφαλέστερος ὁδηγὸς εἰς τὰς κρισίμους ὥρας. xyxy=(1098,1660,1398,1742)
speech-cont-col xyxy=(1410,1120,1580,1835)
victory-title: ΑΙ ΣΥΝΕΠΕΙΑΙ ΤΗΣ ΝΙΚΗΣ ΤΩΝ xyxy=(864,614,1063,628)
speech-title: ΤΟ ΝΕΟΝ ΕΝΔΥΜΑ xyxy=(663,655,783,669)
victory-body: Δύο ἔτη ἐκτοτε ἡ Ἑλλὰς ἐπανέκτησε τὰς ἐθνικὰς αὐτῆς γαίας καὶ κατέστη ἡ μεγαλυτέρα δύναμις τῆς Ἀνατολῆς. Αἱ ἐκλογαὶ θὰ δείξουν τὴν θέλησιν τοῦ λαοῦ. xyxy=(849,630,1078,699)
london-story xyxy=(1098,188,1580,401)
soviet-story xyxy=(1098,455,1580,582)
theatre-body-cont: Χθὲς πρὸς τὰ Κεντρικὰ τῆς Ἀττικῆς ἡ θριαμβευτικὴ ὑποδοχὴ συνεχίσθη μετὰ πάσης λαμπρότητος. Αἱ ἐντυπώσεις τῆς πρώτης παραστάσεως ἦσαν ἄριστοι. Τὸ κοινὸν ἐχειροκρότησεν ἐπανειλημμένως τοὺς καλλιτέχνας καὶ τὴν ἐπιτυχῆ σκηνοθεσίαν. xyxy=(22,582,348,651)
masthead-rule xyxy=(20,58,1580,61)
right-headline-2: ΩΣ ΣΤΡΑΤΗΓΟΣ ΚΑΙ ΒΑΣΙΛΕΥΣ xyxy=(1098,149,1580,180)
reception-story xyxy=(368,529,1078,2233)
masthead-rule-thin xyxy=(20,63,1580,64)
kalamai-body-cont: Τὴν 5 μ.μ. τὸ τραῖνον ἐφθάσαμεν εἰς Καλάμας. Ἡ πόλις ἦτο σημαιοστολισμένη. Πλῆθος λαοῦ ἀνέμενε εἰς τὸν σταθμόν. Ὁ κ. Ρεπούλης προσεφώνησε τὸν λαὸν ἀπὸ τοῦ ἐξώστου τοῦ Δημαρχείου. xyxy=(368,1283,597,1365)
lead-dateline: ΡΩΜΗ, 30 Ὀκτωβρίου. xyxy=(368,222,527,236)
speech-body-cont: Ἡ Ἑλλὰς σήμερον ἐνδύεται νέον ἔνδυμα. Εἶναι τὸ ἔνδυμα τῆς ἐλευθερίας καὶ τῆς δημιουργίας. Ὁ λαὸς ὀφείλει νὰ ἐμμείνῃ εἰς τὴν ὁδὸν τῆς προόδου καὶ τῆς εἰρηνικῆς ἀναπτύξεως. xyxy=(608,1016,838,1098)
section-body-amnesty: Δι' ἀποφάσεως τοῦ ἀρμοδίου Συμβουλίου ἐχορηγήθη ἀναστολὴ τῆς ποινῆς τῶν κάτωθι: Ν. Πρησκοῦ, Β. Ζαχαρίας, Βασιλοπούλου, Ἰ. Σαλαμᾶ, Γ. Πανταζῆ, Δ. Νικολαΐδου, Κ. Αἰσωπίδου, Ν. Σωτηριάδου, Α. Κιρκιζᾶ καὶ ἄλλων. xyxy=(22,1483,348,1551)
kalamai-body-cont: Τὴν 5 μ.μ. τὸ τραῖνον ἐφθάσαμεν εἰς Καλάμας. Ἡ πόλις ἦτο σημαιοστολισμένη. Πλῆθος λαοῦ ἀνέμενε εἰς τὸν σταθμόν. Ὁ κ. Ρεπούλης προσεφώνησε τὸν λαὸν ἀπὸ τοῦ ἐξώστου τοῦ Δημαρχείου. xyxy=(368,1975,597,2057)
lead-body-cont: Ὁ Νοτιοσλαῦος πληρεξούσιος ἐδήλωσεν ὅτι ἡ συμφωνία ἀποτελεῖ ἐγγύησιν φιλίας μεταξὺ τῶν δύο λαῶν. Χθὲς εἰς τὴν Ρώμην ἐγένοντο ἐκδηλώσεις χαρᾶς. xyxy=(368,375,597,444)
london-col-1 xyxy=(1098,188,1333,401)
speech-body-cont: Ἡ Ἑλλὰς σήμερον ἐνδύεται νέον ἔνδυμα. Εἶναι τὸ ἔνδυμα τῆς ἐλευθερίας καὶ τῆς δημιουργίας. Ὁ λαὸς ὀφείλει νὰ ἐμμείνῃ εἰς τὴν ὁδὸν τῆς προόδου καὶ τῆς εἰρηνικῆς ἀναπτύξεως. xyxy=(849,527,1078,609)
section-title-results: Γ' ΑΠΟΤΕΛΕΣΜΑΤΑ ΤΩΝ ΕΚΛΟΓΩΝ xyxy=(22,740,348,787)
section-body-amnesty-cont: Δι' ἀποφάσεως τοῦ ἀρμοδίου Συμβουλίου ἐχορηγήθη ἀναστολὴ τῆς ποινῆς τῶν κάτωθι: Ν. Πρησκοῦ, Β. Ζαχαρίας, Βασιλοπούλου, Ἰ. Σαλαμᾶ, Γ. Πανταζῆ, Δ. Νικολαΐδου, Κ. Αἰσωπίδου, Ν. Σωτηριάδου, Α. Κιρκιζᾶ καὶ ἄλλων. xyxy=(22,1556,348,1624)
left-column xyxy=(22,72,348,2232)
speech-body-cont: Ἡ Ἑλλὰς σήμερον ἐνδύεται νέον ἔνδυμα. Εἶναι τὸ ἔνδυμα τῆς ἐλευθερίας καὶ τῆς δημιουργίας. Ὁ λαὸς ὀφείλει νὰ ἐμμείνῃ εἰς τὴν ὁδὸν τῆς προόδου καὶ τῆς εἰρηνικῆς ἀναπτύξεως. xyxy=(608,1189,838,1271)
section-title-amnesty: ΑΝΑΣΤΟΛΑΙ ΠΟΙΝΩΝ xyxy=(22,1453,348,1478)
tyranny-body-cont: Καὶ ἠκούσαμεν περὶ τυραννίας ἀπὸ τὰ χείλη ἐκείνων οἵτινες ἐπὶ ἔτη ἐκυβέρνησαν τὴν χώραν. Ἡ ἀλήθεια εἶναι ὅτι ἡ Κυβέρνησις ἐσεβάσθη πάντοτε τὰς ἐλευθερίας τοῦ λαοῦ. xyxy=(849,1743,1078,1812)
bulgaria-col-2 xyxy=(1345,854,1580,981)
speech-body-cont: Ἡ Ἑλλὰς σήμερον ἐνδύεται νέον ἔνδυμα. Εἶναι τὸ ἔνδυμα τῆς ἐλευθερίας καὶ τῆς δημιουργίας. Ὁ λαὸς ὀφείλει νὰ ἐμμείνῃ εἰς τὴν ὁδὸν τῆς προόδου καὶ τῆς εἰρηνικῆς ἀναπτύξεως. xyxy=(608,1535,838,1617)
kalamai-body-cont: Τὴν 5 μ.μ. τὸ τραῖνον ἐφθάσαμεν εἰς Καλάμας. Ἡ πόλις ἦτο σημαιοστολισμένη. Πλῆθος λαοῦ ἀνέμενε εἰς τὸν σταθμόν. Ὁ κ. Ρεπούλης προσεφώνησε τὸν λαὸν ἀπὸ τοῦ ἐξώστου τοῦ Δημαρχείου. xyxy=(368,1802,597,1884)
bulgaria-body: (Ἰδιαιτέρα τηλεγραφικὴ ὑπηρεσία τοῦ «Ἐμπρός»). Ἐγνώσθη ὅτι ἡ Βουλγαρικὴ Κυβέρνησις ἀπηύθυνε πρὸς τὴν Κοινωνίαν τῶν Ἐθνῶν διακοίνωσιν, διὰ τῆς ὁποίας ζητεῖ νὰ γίνῃ δεκτὴ ὡς μέλος αὐτῆς. Ἡ Βουλγαρία δηλοῖ ὅτι ἐξεπλήρωσεν ἅπασας τὰς ὑποχρεώσεις της ἐκ τῆς συνθήκης τοῦ Νεϊγύ. xyxy=(1098,866,1333,975)
right-headline-1: ΕΙΣ ΧΑΡΑΚΤΗΡΙΣΜΟΣ ΤΟΥ ΚΩΝΣΤΑΝΤΙΝΟΥ xyxy=(1108,127,1570,147)
crimea-subtitle: ΠΟΥ ΘΑ ΣΤΡΕΨΟΥΝ ΤΑΣ ΕΠΙΘΕΣΕΙΣ ΤΩΝ xyxy=(1122,619,1556,640)
london-body: (Ἰδιαιτέρα τηλεγραφικὴ ὑπηρεσία τοῦ «Ἐμπρός»). Οἱ «Τάϊμς» δημοσιεύουν μακρὸν ἀνασκόπησιν τοῦ ἔργου τοῦ πρώην Βασιλέως Κωνσταντίνου, ἐξετάζουν δὲ τὸν ρόλον του κατὰ τὴν διάρκειαν τοῦ πολέμου καὶ τὰς στρατηγικὰς αὐτοῦ ἱκανότητας. xyxy=(1098,200,1333,295)
victory-body-cont: Δύο ἔτη ἐκτοτε ἡ Ἑλλὰς ἐπανέκτησε τὰς ἐθνικὰς αὐτῆς γαίας καὶ κατέστη ἡ μεγαλυτέρα δύναμις τῆς Ἀνατολῆς. Αἱ ἐκλογαὶ θὰ δείξουν τὴν θέλησιν τοῦ λαοῦ. xyxy=(849,777,1078,845)
mind-body-cont: Σχεδὸν πάντοτε τὸ θάρρος καὶ ἡ ἐπιμονὴ ἀποτελοῦν τὰ ἰσχυρότερα ὅπλα τοῦ ἀγωνιζομένου λαοῦ. Ὁ Ἑλληνικὸς λαὸς ἔδειξε καὶ πάλιν ὅτι γνωρίζει νὰ διακρίνῃ τὸ συμφέρον του. Ἡ συνείδησις τοῦ ἔθνους εἶναι ὁ ἀσφαλέστερος ὁδηγὸς εἰς τὰς κρισίμους ὥρας. xyxy=(1098,1228,1398,1310)
reception-body-cont: (Τηλεγραφικῶς). Ἀπὸ πρωΐας σήμερον αἱ Καλάμαι εἶναι ἐν παλλαϊκῷ ἑορτασμῷ. Πέντε ἀγκαλιάζοντες ἐπεφύλαξαν τῷ κ. Ρεπούλῃ ἐνθουσιώδη ὑποδοχήν. Τὴν ἑνδεκάτην π.μ. ἀφίκετο ὁ Ἀντιπρόεδρος τῆς Κυβερνήσεως, τὸν ὁποῖον ὑπεδέχθησαν αἱ ἀρχαί, ὁ κλῆρος καὶ χιλιάδες πολιτῶν. xyxy=(608,527,838,649)
section-subtitle-gift: ΒΕΝΙΖΕΛΙΚΟΥ ΚΡΕΣΦΟΛΟΥ xyxy=(82,1073,288,1089)
tyranny-body-cont: Καὶ ἠκούσαμεν περὶ τυραννίας ἀπὸ τὰ χείλη ἐκείνων οἵτινες ἐπὶ ἔτη ἐκυβέρνησαν τὴν χώραν. Ἡ ἀλήθεια εἶναι ὅτι ἡ Κυβέρνησις ἐσεβάσθη πάντοτε τὰς ἐλευθερίας τοῦ λαοῦ. xyxy=(849,1159,1078,1227)
kalamai-body-cont: Τὴν 5 μ.μ. τὸ τραῖνον ἐφθάσαμεν εἰς Καλάμας. Ἡ πόλις ἦτο σημαιοστολισμένη. Πλῆθος λαοῦ ἀνέμενε εἰς τὸν σταθμόν. Ὁ κ. Ρεπούλης προσεφώνησε τὸν λαὸν ἀπὸ τοῦ ἐξώστου τοῦ Δημαρχείου. xyxy=(368,1110,597,1192)
theatre-line: Πανόραμα.— Κινηματογράφος. xyxy=(22,142,205,157)
section-subtitle-candidate: Ὑποψήφιος Βουλευτὴς Φθιωτιδοφωκίδος xyxy=(40,1168,330,1183)
bulgaria-subtitle: ΠΡΟΣ ΤΗΝ ΚΟΙΝΩΝΙΑΝ ΤΩΝ ΕΘΝΩΝ xyxy=(1098,822,1580,848)
tyranny-body-cont: Καὶ ἠκούσαμεν περὶ τυραννίας ἀπὸ τὰ χείλη ἐκείνων οἵτινες ἐπὶ ἔτη ἐκυβέρνησαν τὴν χώραν. Ἡ ἀλήθεια εἶναι ὅτι ἡ Κυβέρνησις ἐσεβάσθη πάντοτε τὰς ἐλευθερίας τοῦ λαοῦ. xyxy=(849,1232,1078,1300)
bulgaria-dateline: ΛΟΝΔΙΝΟΝ, 30 Ὀκτωβρίου. xyxy=(1098,853,1333,868)
london-body-2: Ὁ Κωνσταντῖνος ὡς Βασιλεὺς ἀπέδειξεν ὅτι δὲν ἠδύνατο νὰ ἐκτιμήσῃ τὰ συμφέροντα τοῦ Ἑλληνικοῦ Ἔθνους. Ἡ ἀποτυχία τῶν σχεδίων του ἐπέφερε τὴν συμφορὰν τοῦ 1897. xyxy=(1345,187,1580,255)
speech-body-cont: Ἡ Ἑλλὰς σήμερον ἐνδύεται νέον ἔνδυμα. Εἶναι τὸ ἔνδυμα τῆς ἐλευθερίας καὶ τῆς δημιουργίας. Ὁ λαὸς ὀφείλει νὰ ἐμμείνῃ εἰς τὴν ὁδὸν τῆς προόδου καὶ τῆς εἰρηνικῆς ἀναπτύξεως. xyxy=(608,1621,838,1703)
